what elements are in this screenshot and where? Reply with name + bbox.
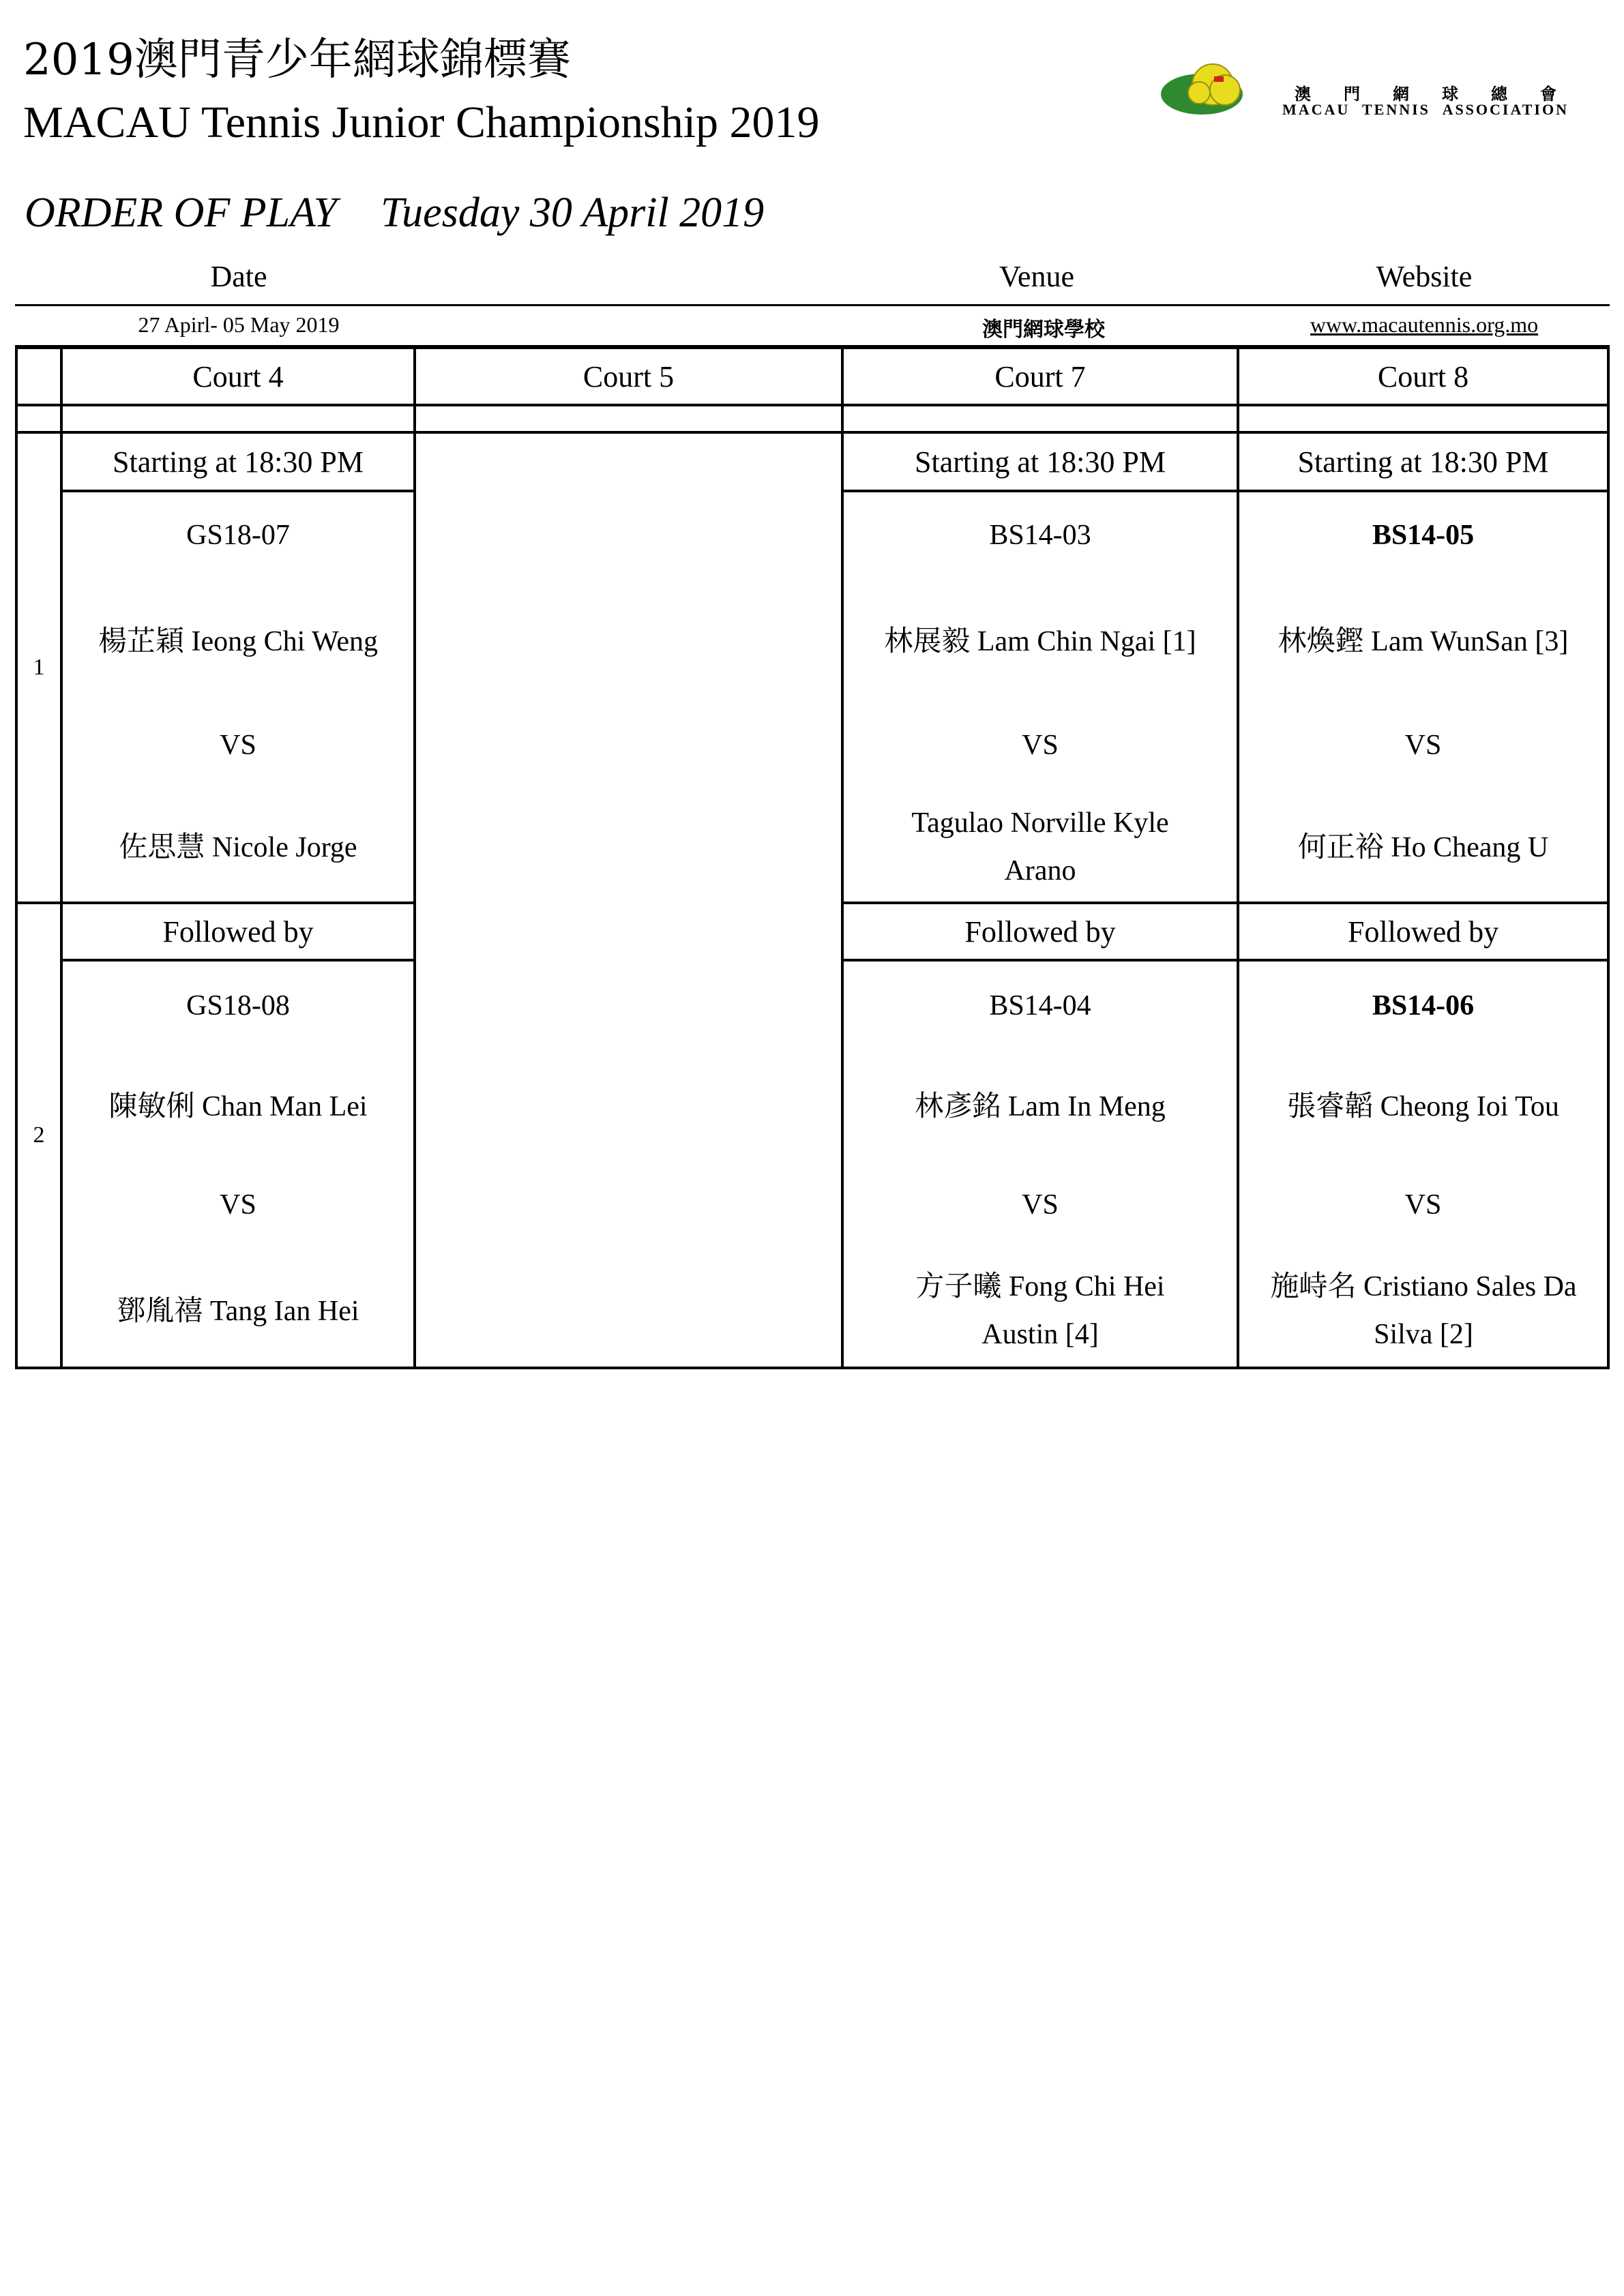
court-header: Court 7 (994, 359, 1086, 393)
association-name-english (1282, 101, 1569, 119)
match-code: BS14-03 (989, 520, 1091, 551)
player-two: 施峙名 Cristiano Sales Da Silva [2] (1270, 1271, 1577, 1350)
assoc-char: 澳 (1295, 84, 1311, 104)
match-code: BS14-06 (1372, 990, 1475, 1022)
versus: VS (1022, 730, 1059, 761)
grid-line (1607, 346, 1610, 1369)
match-code: BS14-05 (1372, 520, 1475, 551)
player-one: 陳敏俐 Chan Man Lei (108, 1091, 368, 1122)
assoc-word: MACAU (1282, 101, 1350, 118)
assoc-word: ASSOCIATION (1442, 101, 1569, 118)
match-code: GS18-08 (186, 990, 290, 1022)
row-number: 2 (33, 1122, 45, 1148)
order-of-play-label: ORDER OF PLAY (25, 190, 338, 236)
date-label: Date (210, 260, 267, 293)
player-one: 林煥鏗 Lam WunSan [3] (1278, 626, 1569, 657)
assoc-char: 會 (1540, 84, 1556, 104)
player-one: 張睿韜 Cheong Ioi Tou (1287, 1091, 1559, 1122)
versus: VS (1404, 1189, 1442, 1221)
venue-label: Venue (999, 260, 1074, 293)
court-header: Court 8 (1377, 359, 1469, 393)
player-two: 何正裕 Ho Cheang U (1297, 832, 1549, 863)
match-code: GS18-07 (186, 520, 290, 551)
assoc-word: TENNIS (1361, 101, 1430, 118)
grid-line (413, 346, 416, 1369)
grid-line (842, 490, 1610, 492)
logo-ball-3 (1188, 82, 1210, 104)
start-time: Starting at 18:30 PM (915, 445, 1166, 479)
court-header: Court 5 (582, 359, 675, 393)
title-chinese: 2019澳門青少年網球錦標賽 (23, 35, 571, 85)
grid-line (60, 959, 416, 961)
player-one: 林彥銘 Lam In Meng (915, 1091, 1166, 1122)
start-time: Followed by (162, 914, 314, 949)
assoc-char: 門 (1344, 84, 1360, 104)
player-two: 鄧胤禧 Tang Ian Hei (117, 1296, 359, 1327)
title-english: MACAU Tennis Junior Championship 2019 (23, 98, 820, 147)
grid-line (60, 490, 416, 492)
play-day: Tuesday 30 April 2019 (381, 190, 765, 236)
player-two: 方子曦 Fong Chi Hei Austin [4] (915, 1271, 1165, 1350)
start-time: Starting at 18:30 PM (1297, 445, 1549, 479)
start-time: Followed by (964, 914, 1116, 949)
start-time: Followed by (1347, 914, 1499, 949)
versus: VS (1404, 730, 1442, 761)
grid-line (842, 959, 1610, 961)
versus: VS (220, 1189, 256, 1221)
website-link[interactable]: www.macautennis.org.mo (1310, 312, 1539, 337)
versus: VS (1022, 1189, 1059, 1221)
match-code: BS14-04 (989, 990, 1091, 1022)
player-two: Tagulao Norville Kyle Arano (911, 807, 1169, 886)
player-one: 林展毅 Lam Chin Ngai [1] (884, 626, 1196, 657)
assoc-char: 球 (1442, 84, 1458, 104)
row-number: 1 (33, 655, 45, 680)
grid-line (15, 404, 1610, 406)
versus: VS (220, 730, 256, 761)
website-label: Website (1376, 260, 1473, 293)
grid-line (15, 1367, 1610, 1369)
tennis-association-logo-icon (1160, 59, 1255, 120)
assoc-char: 總 (1491, 84, 1507, 104)
order-of-play-heading (25, 185, 764, 240)
player-two: 佐思慧 Nicole Jorge (119, 832, 357, 863)
start-time: Starting at 18:30 PM (113, 445, 364, 479)
header-divider (15, 304, 1610, 306)
date-value: 27 Apirl- 05 May 2019 (138, 312, 340, 337)
player-one: 楊芷穎 Ieong Chi Weng (98, 626, 378, 657)
logo-accent (1214, 76, 1224, 82)
assoc-char: 網 (1393, 84, 1409, 104)
court-header: Court 4 (192, 359, 284, 393)
venue-value: 澳門網球學校 (982, 318, 1105, 342)
